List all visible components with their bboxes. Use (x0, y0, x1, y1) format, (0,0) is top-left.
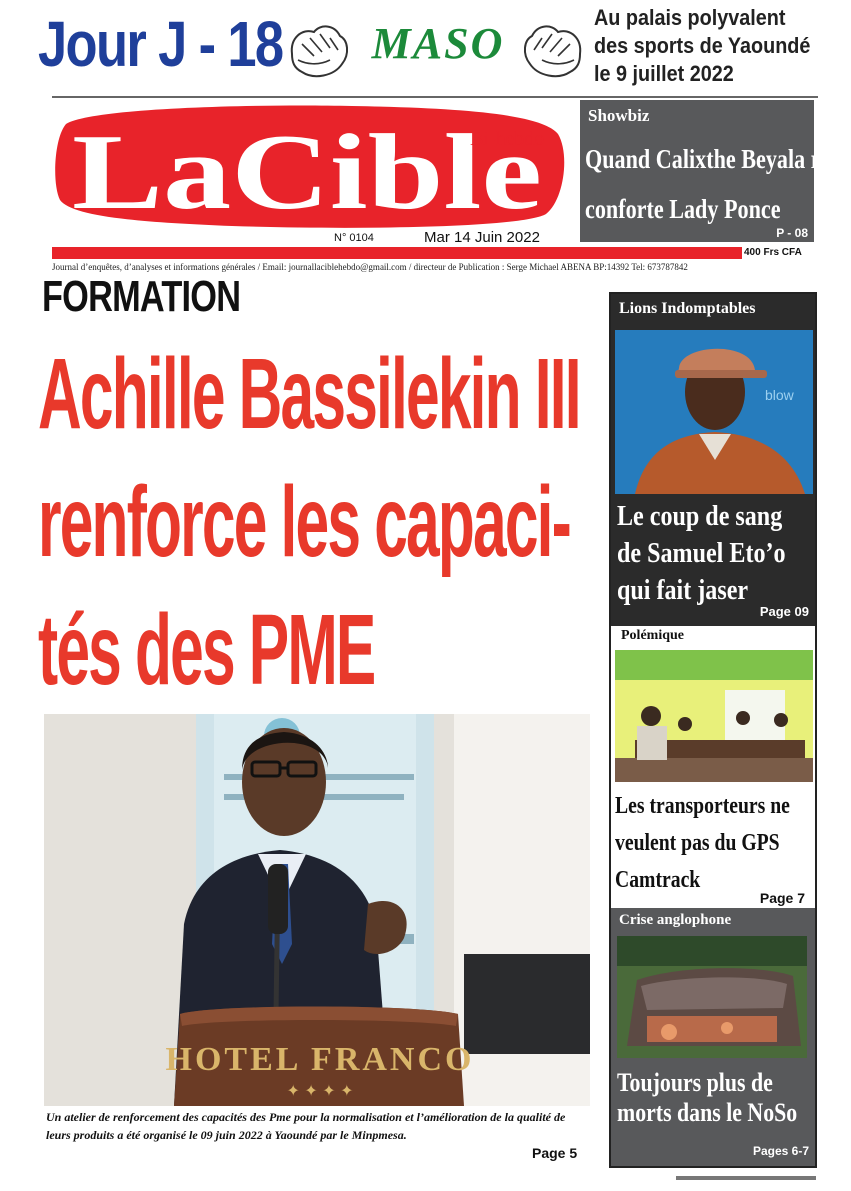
maso-logo-text: MASO (371, 19, 505, 68)
frequency-label: Bi-hebdo (470, 128, 545, 150)
teaser-title[interactable] (615, 788, 790, 899)
event-line: le 9 juillet 2022 (594, 61, 734, 86)
teaser-photo (615, 650, 813, 782)
price-label: 400 Frs CFA (744, 247, 802, 258)
issue-number: N° 0104 (334, 232, 374, 244)
page-reference: Page 09 (759, 604, 809, 619)
teaser-title-line: conforte Lady Ponce (585, 194, 781, 224)
divider (52, 96, 818, 98)
event-info (594, 4, 819, 88)
logo-wordmark: LaCible (72, 113, 542, 230)
teaser-photo (617, 936, 807, 1058)
teaser-category: Polémique (621, 628, 684, 643)
teaser-title-line: morts dans le NoSo (617, 1098, 798, 1127)
headline-line: renforce les capaci- (38, 466, 571, 578)
headline-line: Achille Bassilekin III (38, 338, 580, 450)
hands-illustration-right (516, 14, 588, 86)
photo-caption: Un atelier de renforcement des capacités des Pme pour la normalisation et l’amélioration de la qualité de leurs produits a été organisé le 09 juin 2022 à Yaoundé par le Minpmesa. (46, 1110, 566, 1142)
masthead-tagline: Journal d’enquêtes, d’analyses et informations générales / Email: journallaciblehebdo@gmail.com / directeur de Publication : Serge Michael ABENA BP:14392 Tel: 673787842 (52, 262, 688, 272)
teaser-category: Crise anglophone (619, 912, 732, 928)
teaser-title-line: Toujours plus de (617, 1068, 773, 1097)
teaser-title-line: Les transporteurs ne (615, 793, 790, 819)
section-label: FORMATION (42, 272, 241, 321)
teaser-title (617, 1068, 798, 1128)
svg-text:✦ ✦ ✦ ✦: ✦ ✦ ✦ ✦ (286, 1083, 354, 1100)
teaser-title-line: de Samuel Eto’o (617, 538, 786, 569)
teaser-title-line: Le coup de sang (617, 501, 783, 532)
podium-sign: HOTEL FRANCO (165, 1041, 475, 1078)
teaser-title-line: qui fait jaser (617, 575, 749, 606)
issue-date: Mar 14 Juin 2022 (424, 229, 540, 246)
teaser-title-line: Quand Calixthe Beyala ré- (585, 144, 838, 174)
lacible-logo (52, 104, 572, 230)
teaser-showbiz[interactable] (580, 100, 838, 242)
event-line: Au palais polyvalent (594, 5, 786, 30)
page-reference: Page 5 (532, 1145, 578, 1161)
teaser-crise[interactable] (611, 908, 815, 1166)
event-line: des sports de Yaoundé (594, 33, 811, 58)
teaser-category: Showbiz (588, 106, 650, 125)
masthead-bar (52, 247, 742, 259)
divider (676, 1176, 816, 1180)
page-reference: Pages 6-7 (752, 1144, 809, 1158)
page-reference: Page 7 (759, 890, 805, 906)
headline-line: tés des PME (38, 594, 375, 706)
teaser-lions[interactable] (611, 294, 815, 626)
main-photo (44, 714, 590, 1106)
main-headline[interactable] (38, 330, 580, 714)
sidebar-column (609, 292, 817, 1168)
countdown-title: Jour J - 18 (38, 8, 283, 80)
page-reference: P - 08 (776, 226, 808, 240)
teaser-title (617, 498, 786, 609)
svg-text:blow: blow (765, 387, 794, 403)
teaser-category: Lions Indomptables (619, 300, 756, 317)
maso-banner (284, 14, 590, 86)
teaser-photo (615, 330, 813, 494)
teaser-title-line: veulent pas du GPS (615, 830, 780, 856)
teaser-title-line: Camtrack (615, 867, 701, 893)
